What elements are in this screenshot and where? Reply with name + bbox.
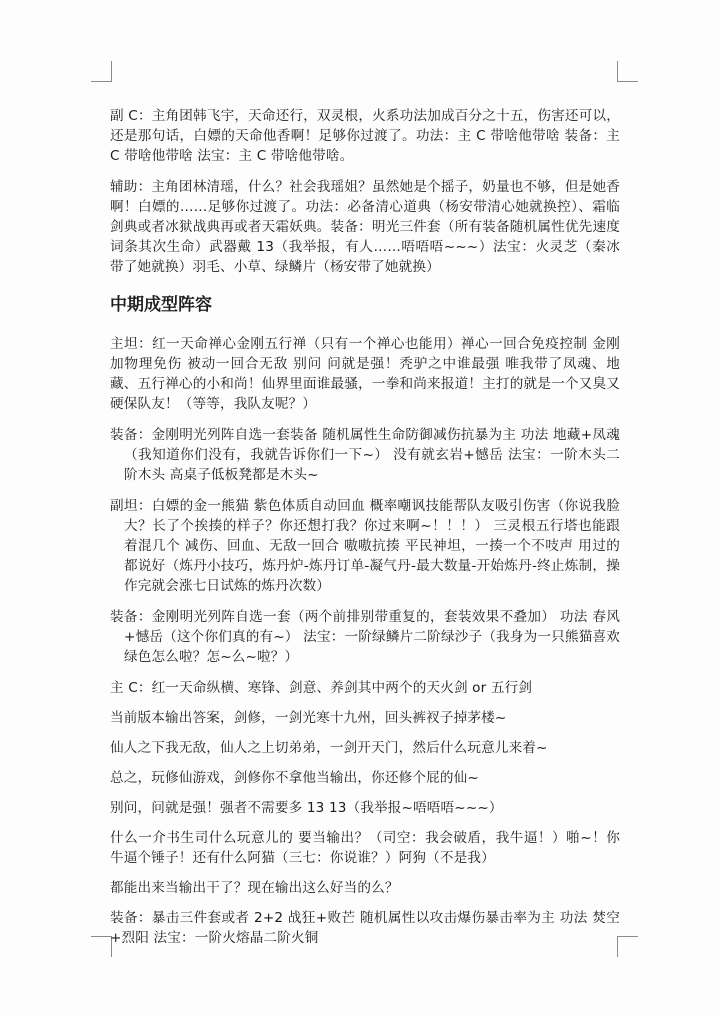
paragraph-sub-tank-equipment: 装备：金刚明光列阵自选一套（两个前排别带重复的，套装效果不叠加） 功法 春风+憾岳（这个你们真的有~） 法宝：一阶绿鳞片二阶绿沙子（我身为一只熊猫喜欢绿色怎么啦？怎~么~啦？） xyxy=(110,609,620,665)
paragraph-dps-line-4: 别问，问就是强！强者不需要多 13 13（我举报~唔唔唔~~~） xyxy=(110,800,503,816)
paragraph-dps-line-3: 总之，玩修仙游戏，剑修你不拿他当输出，你还修个屁的仙~ xyxy=(110,770,479,786)
paragraph-dps-line-1: 当前版本输出答案，剑修，一剑光寒十九州，回头裤衩子掉茅楼~ xyxy=(110,710,507,726)
paragraph-dps-line-6: 都能出来当输出干了？现在输出这么好当的么？ xyxy=(110,880,399,896)
paragraph-dps-line-2: 仙人之下我无敌，仙人之上切弟弟，一剑开天门，然后什么玩意儿来着~ xyxy=(110,740,548,756)
crop-mark-top-right xyxy=(617,61,638,82)
paragraph-main-tank-equipment: 装备：金刚明光列阵自选一套装备 随机属性生命防御减伤抗暴为主 功法 地藏+凤魂（我知道你们没有，我就告诉你们一下~） 没有就玄岩+憾岳 法宝：一阶木头二阶木头 高桌子低板凳都是木头~ xyxy=(110,427,620,483)
crop-mark-bottom-right xyxy=(617,936,638,957)
paragraph-dps-line-5: 什么一介书生司什么玩意儿的 要当输出？（司空：我会破盾，我牛逼！）啪~！你牛逼个锤子！还有什么阿猫（三七：你说谁？）阿狗（不是我） xyxy=(110,830,620,866)
paragraph-main-tank: 主坦：红一天命禅心金刚五行禅（只有一个禅心也能用）禅心一回合免疫控制 金刚加物理免伤 被动一回合无敌 别问 问就是强！秃驴之中谁最强 唯我带了凤魂、地藏、五行禅心的小和尚！仙界里面谁最骚，一拳和尚来报道！主打的就是一个又臭又硬保队友！（等等，我队友呢？） xyxy=(110,336,620,412)
paragraph-dps-equipment: 装备：暴击三件套或者 2+2 战狂+败芒 随机属性以攻击爆伤暴击率为主 功法 焚空+烈阳 法宝：一阶火熔晶二阶火铜 xyxy=(110,910,620,946)
paragraph-sub-dps: 副 C：主角团韩飞宇，天命还行，双灵根，火系功法加成百分之十五，伤害还可以，还是那句话，白嫖的天命他香啊！足够你过渡了。功法：主 C 带啥他带啥 装备：主 C 带啥他带啥 法宝：主 C 带啥他带啥。 xyxy=(110,108,620,164)
crop-mark-bottom-left xyxy=(91,936,112,957)
paragraph-main-dps: 主 C：红一天命纵横、寒锋、剑意、养剑其中两个的天火剑 or 五行剑 xyxy=(110,680,533,696)
section-heading: 中期成型阵容 xyxy=(110,295,212,315)
paragraph-sub-tank: 副坦：白嫖的金一熊猫 紫色体质自动回血 概率嘲讽技能帮队友吸引伤害（你说我脸大？长了个挨揍的样子？你还想打我？你过来啊~！！！） 三灵根五行塔也能跟着混几个 减伤、回血、无敌一回合 嗷嗷抗揍 平民神坦，一揍一个不吱声 用过的都说好（炼丹小技巧，炼丹炉-炼丹订单-凝气丹-最大数量-开始炼丹-终止炼制，操作完就会涨七日试炼的炼丹次数） xyxy=(110,498,620,594)
paragraph-support: 辅助：主角团林清瑶，什么？社会我瑶姐？虽然她是个摇子，奶量也不够，但是她香啊！白嫖的……足够你过渡了。功法：必备清心道典（杨安带清心她就换控）、霜临剑典或者冰狱战典再或者天霜妖典。装备：明光三件套（所有装备随机属性优先速度词条其次生命）武器戴 13（我举报，有人……唔唔唔~~~）法宝：火灵芝（秦冰带了她就换）羽毛、小草、绿鳞片（杨安带了她就换） xyxy=(110,179,620,275)
crop-mark-top-left xyxy=(91,61,112,82)
document-body xyxy=(110,106,620,958)
